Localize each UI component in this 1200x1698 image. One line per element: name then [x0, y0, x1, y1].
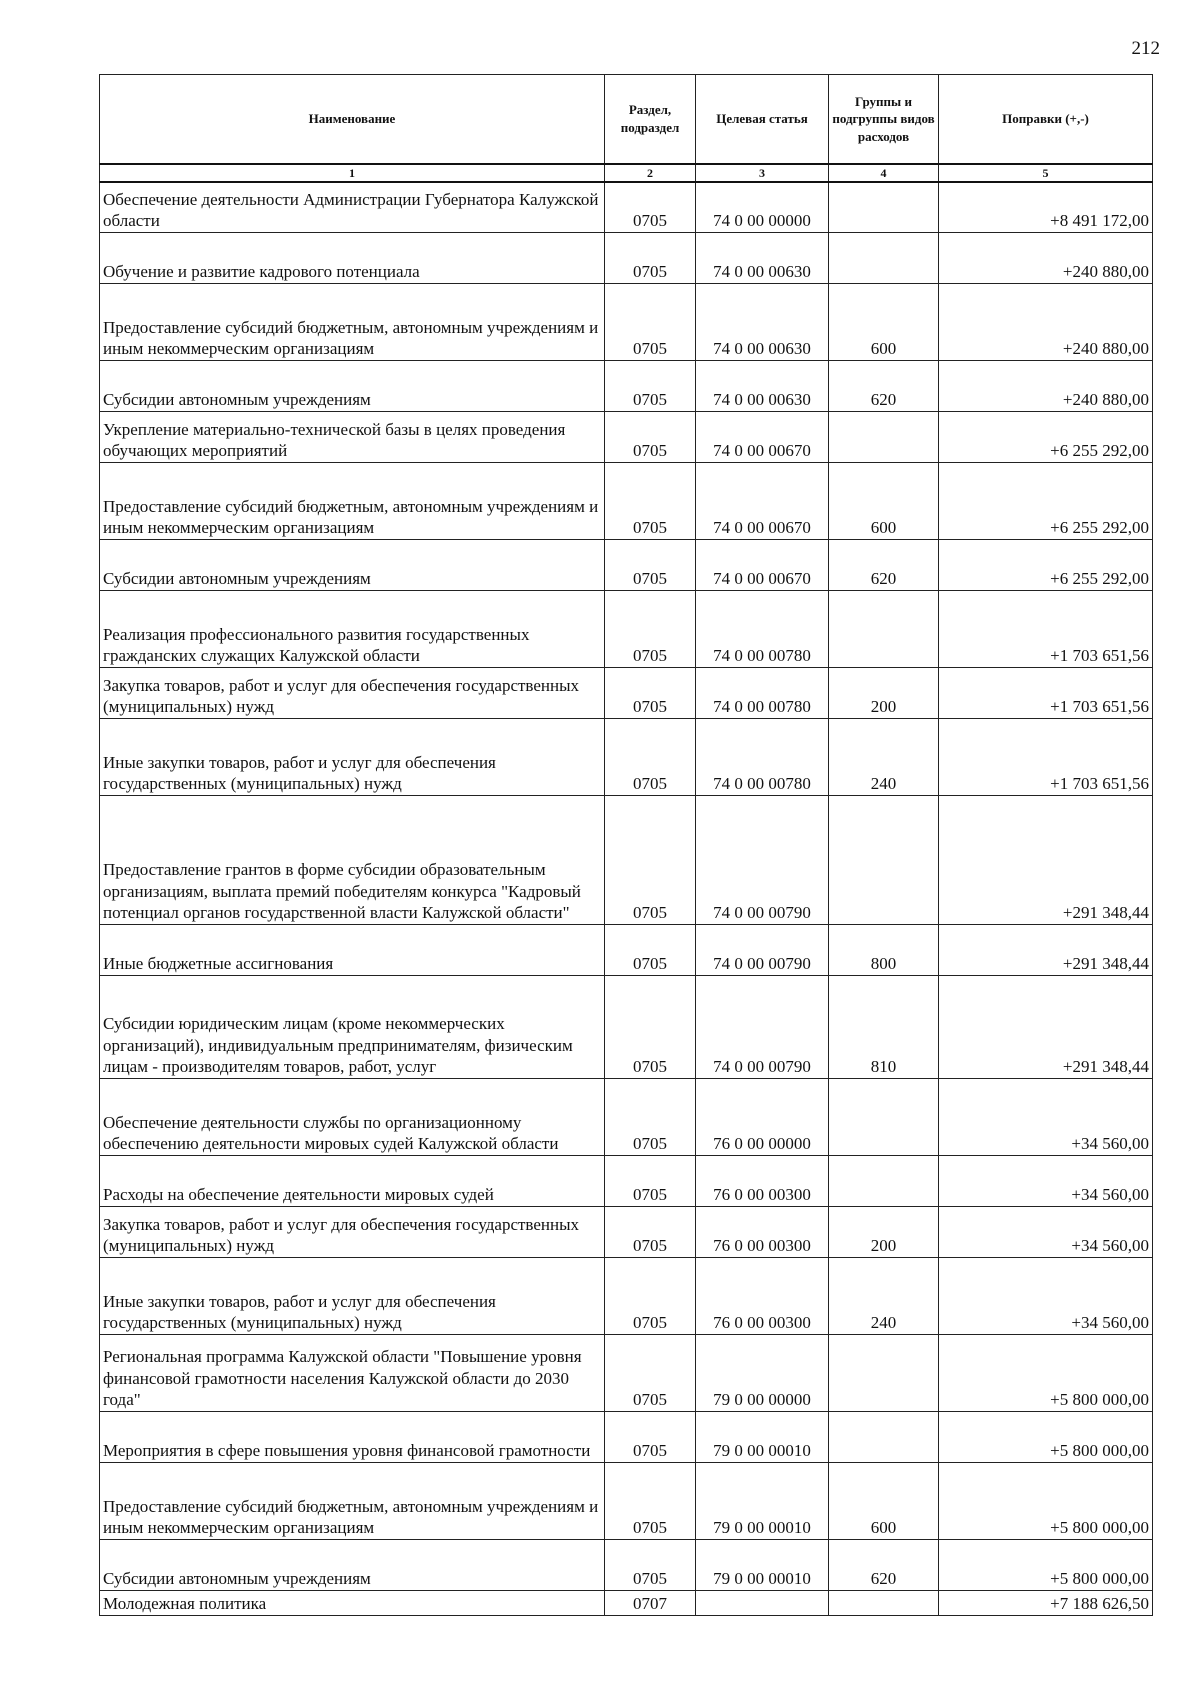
row-amount-cell: +1 703 651,56	[939, 718, 1153, 795]
row-section-cell: 0705	[605, 975, 696, 1078]
row-amount-cell: +8 491 172,00	[939, 182, 1153, 232]
row-group-cell	[829, 590, 939, 667]
row-amount-cell: +240 880,00	[939, 283, 1153, 360]
row-amount-cell: +291 348,44	[939, 795, 1153, 924]
row-section-cell: 0705	[605, 590, 696, 667]
row-name-cell: Предоставление субсидий бюджетным, автономным учреждениям и иным некоммерческим организациям	[100, 462, 605, 539]
row-amount-cell: +291 348,44	[939, 975, 1153, 1078]
row-name-cell: Закупка товаров, работ и услуг для обеспечения государственных (муниципальных) нужд	[100, 1206, 605, 1257]
row-name-cell: Укрепление материально-технической базы в целях проведения обучающих мероприятий	[100, 411, 605, 462]
column-number: 3	[696, 164, 829, 182]
row-group-cell: 620	[829, 360, 939, 411]
row-name-cell: Предоставление субсидий бюджетным, автономным учреждениям и иным некоммерческим организациям	[100, 283, 605, 360]
row-name-cell: Закупка товаров, работ и услуг для обеспечения государственных (муниципальных) нужд	[100, 667, 605, 718]
row-name-cell: Иные бюджетные ассигнования	[100, 924, 605, 975]
row-section-cell: 0705	[605, 1078, 696, 1155]
row-section-cell: 0705	[605, 462, 696, 539]
row-section-cell: 0705	[605, 795, 696, 924]
row-section-cell: 0705	[605, 924, 696, 975]
header-article: Целевая статья	[696, 75, 829, 165]
row-amount-cell: +291 348,44	[939, 924, 1153, 975]
row-amount-cell: +5 800 000,00	[939, 1539, 1153, 1590]
row-group-cell: 620	[829, 1539, 939, 1590]
table-row	[100, 1078, 1153, 1155]
row-name-cell: Субсидии автономным учреждениям	[100, 1539, 605, 1590]
row-section-cell: 0705	[605, 1462, 696, 1539]
row-name-cell: Мероприятия в сфере повышения уровня финансовой грамотности	[100, 1411, 605, 1462]
row-section-cell: 0705	[605, 411, 696, 462]
row-article-cell: 76 0 00 00300	[696, 1257, 829, 1334]
row-section-cell: 0705	[605, 1411, 696, 1462]
row-group-cell: 600	[829, 283, 939, 360]
table-row	[100, 1539, 1153, 1590]
row-name-cell: Молодежная политика	[100, 1590, 605, 1615]
table-row	[100, 667, 1153, 718]
row-group-cell: 200	[829, 667, 939, 718]
header-section: Раздел, подраздел	[605, 75, 696, 165]
table-row	[100, 924, 1153, 975]
row-section-cell: 0705	[605, 718, 696, 795]
column-number-row	[100, 164, 1153, 182]
row-article-cell: 76 0 00 00000	[696, 1078, 829, 1155]
row-group-cell: 600	[829, 462, 939, 539]
row-amount-cell: +5 800 000,00	[939, 1334, 1153, 1411]
row-group-cell: 620	[829, 539, 939, 590]
row-amount-cell: +34 560,00	[939, 1155, 1153, 1206]
row-amount-cell: +34 560,00	[939, 1078, 1153, 1155]
row-name-cell: Расходы на обеспечение деятельности мировых судей	[100, 1155, 605, 1206]
table-body	[100, 182, 1153, 1615]
row-name-cell: Предоставление грантов в форме субсидии образовательным организациям, выплата премий победителям конкурса "Кадровый потенциал органов государственной власти Калужской области"	[100, 795, 605, 924]
row-amount-cell: +1 703 651,56	[939, 667, 1153, 718]
row-group-cell	[829, 232, 939, 283]
row-article-cell: 74 0 00 00780	[696, 590, 829, 667]
row-article-cell: 74 0 00 00790	[696, 975, 829, 1078]
row-name-cell: Обучение и развитие кадрового потенциала	[100, 232, 605, 283]
row-section-cell: 0705	[605, 1206, 696, 1257]
row-group-cell	[829, 182, 939, 232]
row-group-cell: 800	[829, 924, 939, 975]
row-section-cell: 0705	[605, 182, 696, 232]
row-article-cell: 74 0 00 00670	[696, 411, 829, 462]
row-name-cell: Иные закупки товаров, работ и услуг для обеспечения государственных (муниципальных) нужд	[100, 718, 605, 795]
row-group-cell	[829, 1590, 939, 1615]
row-name-cell: Предоставление субсидий бюджетным, автономным учреждениям и иным некоммерческим организациям	[100, 1462, 605, 1539]
column-number: 4	[829, 164, 939, 182]
row-group-cell: 240	[829, 1257, 939, 1334]
row-amount-cell: +5 800 000,00	[939, 1462, 1153, 1539]
row-section-cell: 0705	[605, 232, 696, 283]
row-section-cell: 0705	[605, 1334, 696, 1411]
table-row	[100, 1257, 1153, 1334]
row-article-cell: 74 0 00 00630	[696, 360, 829, 411]
row-name-cell: Иные закупки товаров, работ и услуг для обеспечения государственных (муниципальных) нужд	[100, 1257, 605, 1334]
row-group-cell	[829, 1078, 939, 1155]
row-section-cell: 0705	[605, 283, 696, 360]
row-article-cell: 74 0 00 00670	[696, 539, 829, 590]
row-article-cell	[696, 1590, 829, 1615]
table-row	[100, 411, 1153, 462]
row-amount-cell: +240 880,00	[939, 232, 1153, 283]
table-row	[100, 1590, 1153, 1615]
row-name-cell: Субсидии автономным учреждениям	[100, 539, 605, 590]
row-section-cell: 0707	[605, 1590, 696, 1615]
row-group-cell: 810	[829, 975, 939, 1078]
row-section-cell: 0705	[605, 667, 696, 718]
table-row	[100, 795, 1153, 924]
table-row	[100, 539, 1153, 590]
row-group-cell: 600	[829, 1462, 939, 1539]
row-name-cell: Региональная программа Калужской области "Повышение уровня финансовой грамотности населения Калужской области до 2030 года"	[100, 1334, 605, 1411]
row-article-cell: 79 0 00 00010	[696, 1411, 829, 1462]
row-group-cell	[829, 1155, 939, 1206]
budget-amendments-table	[99, 74, 1153, 1616]
row-amount-cell: +6 255 292,00	[939, 411, 1153, 462]
row-section-cell: 0705	[605, 1539, 696, 1590]
row-name-cell: Субсидии автономным учреждениям	[100, 360, 605, 411]
column-number: 1	[100, 164, 605, 182]
row-article-cell: 79 0 00 00000	[696, 1334, 829, 1411]
table-row	[100, 232, 1153, 283]
row-article-cell: 74 0 00 00630	[696, 283, 829, 360]
table-row	[100, 590, 1153, 667]
row-group-cell: 240	[829, 718, 939, 795]
header-group: Группы и подгруппы видов расходов	[829, 75, 939, 165]
row-amount-cell: +7 188 626,50	[939, 1590, 1153, 1615]
row-amount-cell: +6 255 292,00	[939, 462, 1153, 539]
row-article-cell: 74 0 00 00780	[696, 718, 829, 795]
table-row	[100, 182, 1153, 232]
row-amount-cell: +1 703 651,56	[939, 590, 1153, 667]
row-group-cell	[829, 1411, 939, 1462]
row-amount-cell: +5 800 000,00	[939, 1411, 1153, 1462]
row-article-cell: 74 0 00 00780	[696, 667, 829, 718]
table-row	[100, 1155, 1153, 1206]
row-section-cell: 0705	[605, 1155, 696, 1206]
row-article-cell: 74 0 00 00790	[696, 795, 829, 924]
table-row	[100, 462, 1153, 539]
table-header-row	[100, 75, 1153, 165]
row-group-cell	[829, 411, 939, 462]
table-row	[100, 1411, 1153, 1462]
row-article-cell: 76 0 00 00300	[696, 1206, 829, 1257]
row-article-cell: 76 0 00 00300	[696, 1155, 829, 1206]
column-number: 5	[939, 164, 1153, 182]
page-number: 212	[1131, 38, 1160, 59]
table-row	[100, 360, 1153, 411]
table-row	[100, 975, 1153, 1078]
row-section-cell: 0705	[605, 1257, 696, 1334]
row-amount-cell: +34 560,00	[939, 1206, 1153, 1257]
row-article-cell: 74 0 00 00630	[696, 232, 829, 283]
row-name-cell: Реализация профессионального развития государственных гражданских служащих Калужской области	[100, 590, 605, 667]
row-name-cell: Обеспечение деятельности Администрации Губернатора Калужской области	[100, 182, 605, 232]
row-amount-cell: +6 255 292,00	[939, 539, 1153, 590]
row-section-cell: 0705	[605, 360, 696, 411]
row-article-cell: 74 0 00 00000	[696, 182, 829, 232]
column-number: 2	[605, 164, 696, 182]
header-amount: Поправки (+,-)	[939, 75, 1153, 165]
table-row	[100, 1334, 1153, 1411]
row-name-cell: Субсидии юридическим лицам (кроме некоммерческих организаций), индивидуальным предпринимателям, физическим лицам - производителям товаров, работ, услуг	[100, 975, 605, 1078]
table-row	[100, 1206, 1153, 1257]
header-name: Наименование	[100, 75, 605, 165]
row-name-cell: Обеспечение деятельности службы по организационному обеспечению деятельности мировых судей Калужской области	[100, 1078, 605, 1155]
row-article-cell: 79 0 00 00010	[696, 1462, 829, 1539]
row-amount-cell: +34 560,00	[939, 1257, 1153, 1334]
row-section-cell: 0705	[605, 539, 696, 590]
row-amount-cell: +240 880,00	[939, 360, 1153, 411]
row-article-cell: 74 0 00 00790	[696, 924, 829, 975]
table-row	[100, 1462, 1153, 1539]
row-group-cell	[829, 1334, 939, 1411]
table-row	[100, 283, 1153, 360]
row-group-cell: 200	[829, 1206, 939, 1257]
row-article-cell: 74 0 00 00670	[696, 462, 829, 539]
row-group-cell	[829, 795, 939, 924]
row-article-cell: 79 0 00 00010	[696, 1539, 829, 1590]
table-row	[100, 718, 1153, 795]
